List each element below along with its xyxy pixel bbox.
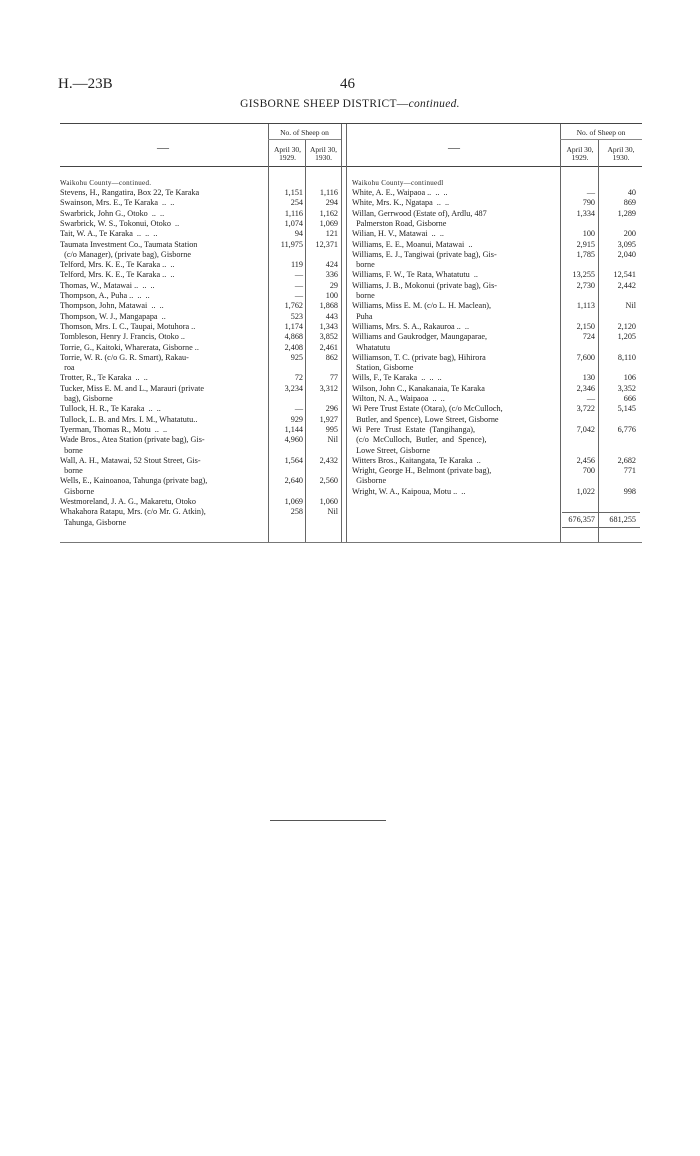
sheep-1930: 106 xyxy=(623,373,636,383)
sheep-1929: 1,113 xyxy=(576,301,595,311)
sheep-1930: 2,461 xyxy=(319,342,338,352)
owner-name: Tucker, Miss E. M. and L., Marauri (private xyxy=(60,383,204,393)
sheep-1930: 3,852 xyxy=(319,332,338,342)
total-1930: 681,255 xyxy=(609,515,636,524)
owner-name: Wright, George H., Belmont (private bag), xyxy=(352,466,492,476)
owner-name: Taumata Investment Co., Taumata Station xyxy=(60,239,198,249)
owner-name: Whakahora Ratapu, Mrs. (c/o Mr. G. Atkin), xyxy=(60,507,206,517)
totals-top-rule xyxy=(562,512,640,513)
sheep-1929: 1,564 xyxy=(284,455,303,465)
page-title xyxy=(0,98,700,110)
owner-name: borne xyxy=(352,291,375,300)
sheep-1929: 1,022 xyxy=(576,486,595,496)
sheep-1929: 4,868 xyxy=(284,332,303,342)
owner-name: Thomas, W., Matawai .. .. .. xyxy=(60,280,155,290)
owner-name: Willan, Gerrwood (Estate of), Ardlu, 487 xyxy=(352,208,487,218)
owner-name: Williams, E. J., Tangiwai (private bag), Gis- xyxy=(352,249,497,259)
owner-name: Thompson, John, Matawai .. .. xyxy=(60,301,164,311)
sheep-1930: 8,110 xyxy=(617,352,636,362)
sheep-1930: 3,312 xyxy=(319,383,338,393)
owner-name: Wi Pere Trust Estate (Tangihanga), xyxy=(352,424,476,434)
owner-name: Williams, Miss E. M. (c/o L. H. Maclean), xyxy=(352,301,492,311)
table-top-rule xyxy=(60,123,642,124)
owner-name: roa xyxy=(60,363,75,373)
owner-name: Telford, Mrs. K. E., Te Karaka .. .. xyxy=(60,270,175,280)
owner-name: Witters Bros., Kaitangata, Te Karaka .. xyxy=(352,455,481,465)
sheep-1930: Nil xyxy=(327,435,338,445)
sheep-1929: — xyxy=(586,394,595,403)
totals-bottom-rule xyxy=(562,527,640,528)
sheep-1930: 771 xyxy=(623,466,636,476)
title-continued: continued. xyxy=(408,98,460,110)
owner-name: Williams, Mrs. S. A., Rakauroa .. .. xyxy=(352,321,470,331)
owner-name: Gisborne xyxy=(352,476,387,486)
sheep-1930: 1,289 xyxy=(617,208,636,218)
sheep-1929: 72 xyxy=(294,373,303,383)
sheep-1930: 200 xyxy=(623,229,636,239)
left-col2-header: April 30, 1930. xyxy=(309,145,338,162)
sheep-1930: 2,560 xyxy=(319,476,338,486)
sheep-1930: 1,162 xyxy=(319,208,338,218)
sheep-1929: 2,640 xyxy=(284,476,303,486)
sheep-1929: 11,975 xyxy=(280,239,303,249)
sheep-1929: 100 xyxy=(582,229,595,239)
sheep-1930: 6,776 xyxy=(617,424,636,434)
sheep-1930: 2,432 xyxy=(319,455,338,465)
sheep-1929: 1,074 xyxy=(284,218,303,228)
sheep-1930: 5,145 xyxy=(617,404,636,414)
right-col1-header: April 30, 1929. xyxy=(566,145,594,162)
owner-name: Tait, W. A., Te Karaka .. .. .. xyxy=(60,229,158,239)
owner-name: borne xyxy=(60,445,83,455)
owner-name: Tombleson, Henry J. Francis, Otoko .. xyxy=(60,332,185,342)
title-main: GISBORNE SHEEP DISTRICT— xyxy=(240,98,409,110)
owner-name: Wall, A. H., Matawai, 52 Stout Street, Gis- xyxy=(60,455,201,465)
sheep-1929: 13,255 xyxy=(572,270,595,280)
owner-name: Swainson, Mrs. E., Te Karaka .. .. xyxy=(60,198,175,208)
sheep-1930: 443 xyxy=(325,311,338,321)
sheep-1930: 1,060 xyxy=(319,497,338,506)
right-section-heading: Waikohu County—continuedl xyxy=(352,179,444,187)
sheep-1930: 995 xyxy=(325,424,338,434)
sheep-1930: Nil xyxy=(327,507,338,517)
sheep-1929: — xyxy=(294,280,303,290)
sheep-1930: 1,343 xyxy=(319,321,338,331)
sheep-1929: 1,174 xyxy=(284,321,303,331)
right-group-header: No. of Sheep on xyxy=(576,128,626,137)
header-bottom-rule xyxy=(60,166,642,167)
owner-name: Torrie, G., Kaitoki, Wharerata, Gisborne .. xyxy=(60,342,199,352)
sheep-1929: 1,334 xyxy=(576,208,595,218)
sheep-1930: Nil xyxy=(625,301,636,311)
sheep-1929: 4,960 xyxy=(284,435,303,445)
sheep-1930: 2,682 xyxy=(617,455,636,465)
owner-name: Thomson, Mrs. I. C., Taupai, Motuhora .. xyxy=(60,321,196,331)
owner-name: Swarbrick, W. S., Tokonui, Otoko .. xyxy=(60,218,180,228)
sheep-1929: 130 xyxy=(582,373,595,383)
sheep-1929: 2,730 xyxy=(576,280,595,290)
owner-name: Wi Pere Trust Estate (Otara), (c/o McCulloch, xyxy=(352,404,503,414)
sheep-1929: 724 xyxy=(582,332,595,342)
sheep-1929: 1,151 xyxy=(284,188,303,197)
owner-name: Stevens, H., Rangatira, Box 22, Te Karaka xyxy=(60,188,200,197)
right-col2-header: April 30, 1930. xyxy=(607,145,635,162)
sheep-1929: 94 xyxy=(294,229,303,239)
owner-name: Westmoreland, J. A. G., Makaretu, Otoko xyxy=(60,497,196,506)
sheep-1930: 1,868 xyxy=(319,301,338,311)
owner-name: Wilton, N. A., Waipaoa .. .. xyxy=(352,394,445,403)
owner-name: Station, Gisborne xyxy=(352,363,414,373)
sheep-1930: 294 xyxy=(325,198,338,208)
sheep-1929: 790 xyxy=(582,198,595,208)
owner-name: Puha xyxy=(352,311,373,321)
sheep-1929: 1,069 xyxy=(284,497,303,506)
sheep-1929: — xyxy=(294,270,303,280)
sheep-1929: 925 xyxy=(290,352,303,362)
document-reference: H.—23B xyxy=(58,76,113,92)
owner-name: Williams, F. W., Te Rata, Whatatutu .. xyxy=(352,270,478,280)
left-subheader-rule xyxy=(268,139,341,140)
sheep-1930: 336 xyxy=(325,270,338,280)
sheep-1930: 12,541 xyxy=(613,270,636,280)
owner-name: Lowe Street, Gisborne xyxy=(352,445,430,455)
sheep-1929: 7,042 xyxy=(576,424,595,434)
sheep-1930: 2,040 xyxy=(617,249,636,259)
owner-name: Tullock, L. B. and Mrs. I. M., Whatatutu.. xyxy=(60,414,198,424)
sheep-1929: 1,144 xyxy=(284,424,303,434)
sheep-1929: 1,785 xyxy=(576,249,595,259)
left-name-header: — xyxy=(157,140,169,154)
owner-name: Wade Bros., Atea Station (private bag), Gis- xyxy=(60,435,205,445)
total-1929: 676,357 xyxy=(568,515,595,524)
left-section-heading: Waikohu County—continued. xyxy=(60,179,152,187)
left-group-header: No. of Sheep on xyxy=(280,128,329,137)
owner-name: Palmerston Road, Gisborne xyxy=(352,218,447,228)
owner-name: Williams, E. E., Moanui, Matawai .. xyxy=(352,239,473,249)
sheep-1930: 1,069 xyxy=(319,218,338,228)
sheep-1929: 7,600 xyxy=(576,352,595,362)
sheep-1929: — xyxy=(294,404,303,414)
owner-name: Wilian, H. V., Matawai .. .. xyxy=(352,229,444,239)
owner-name: borne xyxy=(352,260,375,270)
sheep-1929: 2,456 xyxy=(576,455,595,465)
sheep-1930: 869 xyxy=(623,198,636,208)
right-subheader-rule xyxy=(560,139,642,140)
owner-name: White, A. E., Waipaoa .. .. .. xyxy=(352,188,448,197)
sheep-1929: 3,722 xyxy=(576,404,595,414)
center-divider-b xyxy=(346,124,347,542)
sheep-1929: 258 xyxy=(290,507,303,517)
sheep-1930: 3,352 xyxy=(617,383,636,393)
sheep-1929: 523 xyxy=(290,311,303,321)
sheep-1930: 1,927 xyxy=(319,414,338,424)
sheep-1929: 929 xyxy=(290,414,303,424)
owner-name: Telford, Mrs. K. E., Te Karaka .. .. xyxy=(60,260,175,270)
sheep-1930: 666 xyxy=(623,394,636,403)
owner-name: Wright, W. A., Kaipoua, Motu .. .. xyxy=(352,486,466,496)
sheep-1930: 2,120 xyxy=(617,321,636,331)
owner-name: Thompson, A., Puha .. .. .. xyxy=(60,291,150,300)
sheep-1930: 12,371 xyxy=(315,239,338,249)
owner-name: (c/o Manager), (private bag), Gisborne xyxy=(60,249,191,259)
owner-name: Thompson, W. J., Mangapapa .. xyxy=(60,311,166,321)
sheep-1929: 119 xyxy=(291,260,303,270)
owner-name: Gisborne xyxy=(60,486,95,496)
sheep-1930: 77 xyxy=(329,373,338,383)
end-rule xyxy=(270,820,386,821)
owner-name: Williams and Gaukrodger, Maungaparae, xyxy=(352,332,488,342)
sheep-1929: — xyxy=(586,188,595,197)
sheep-1930: 100 xyxy=(325,291,338,300)
sheep-1930: 998 xyxy=(623,486,636,496)
owner-name: borne xyxy=(60,466,83,476)
table-bottom-rule xyxy=(60,542,642,543)
owner-name: Swarbrick, John G., Otoko .. .. xyxy=(60,208,165,218)
right-name-header: — xyxy=(448,140,460,154)
left-col1-header: April 30, 1929. xyxy=(273,145,302,162)
sheep-1930: 3,095 xyxy=(617,239,636,249)
sheep-1929: 2,408 xyxy=(284,342,303,352)
sheep-1930: 2,442 xyxy=(617,280,636,290)
owner-name: Tahunga, Gisborne xyxy=(60,517,127,527)
sheep-1929: 254 xyxy=(290,198,303,208)
sheep-1930: 862 xyxy=(325,352,338,362)
center-divider-a xyxy=(341,124,342,542)
owner-name: Whatatutu xyxy=(352,342,391,352)
sheep-1929: — xyxy=(294,291,303,300)
sheep-1929: 1,762 xyxy=(284,301,303,311)
owner-name: White, Mrs. K., Ngatapa .. .. xyxy=(352,198,450,208)
owner-name: Wells, E., Kainoanoa, Tahunga (private bag), xyxy=(60,476,208,486)
owner-name: bag), Gisborne xyxy=(60,394,113,403)
owner-name: Williamson, T. C. (private bag), Hihirora xyxy=(352,352,486,362)
page-number: 46 xyxy=(340,76,355,92)
owner-name: Tullock, H. R., Te Karaka .. .. xyxy=(60,404,161,414)
sheep-1929: 2,150 xyxy=(576,321,595,331)
sheep-1930: 1,116 xyxy=(319,188,338,197)
sheep-1930: 121 xyxy=(325,229,338,239)
sheep-1929: 2,915 xyxy=(576,239,595,249)
sheep-1930: 1,205 xyxy=(617,332,636,342)
owner-name: Trotter, R., Te Karaka .. .. xyxy=(60,373,148,383)
owner-name: Torrie, W. R. (c/o G. R. Smart), Rakau- xyxy=(60,352,189,362)
sheep-1929: 3,234 xyxy=(284,383,303,393)
sheep-1929: 2,346 xyxy=(576,383,595,393)
sheep-1930: 29 xyxy=(329,280,338,290)
owner-name: Tyerman, Thomas R., Motu .. .. xyxy=(60,424,168,434)
owner-name: Wills, F., Te Karaka .. .. .. xyxy=(352,373,442,383)
owner-name: (c/o McCulloch, Butler, and Spence), xyxy=(352,435,487,445)
owner-name: Williams, J. B., Mokonui (private bag), Gis- xyxy=(352,280,497,290)
owner-name: Wilson, John C., Kanakanaia, Te Karaka xyxy=(352,383,485,393)
sheep-1930: 296 xyxy=(325,404,338,414)
sheep-1930: 40 xyxy=(627,188,636,197)
owner-name: Butler, and Spence), Lowe Street, Gisborne xyxy=(352,414,499,424)
sheep-1929: 1,116 xyxy=(284,208,303,218)
sheep-1930: 424 xyxy=(325,260,338,270)
sheep-1929: 700 xyxy=(582,466,595,476)
